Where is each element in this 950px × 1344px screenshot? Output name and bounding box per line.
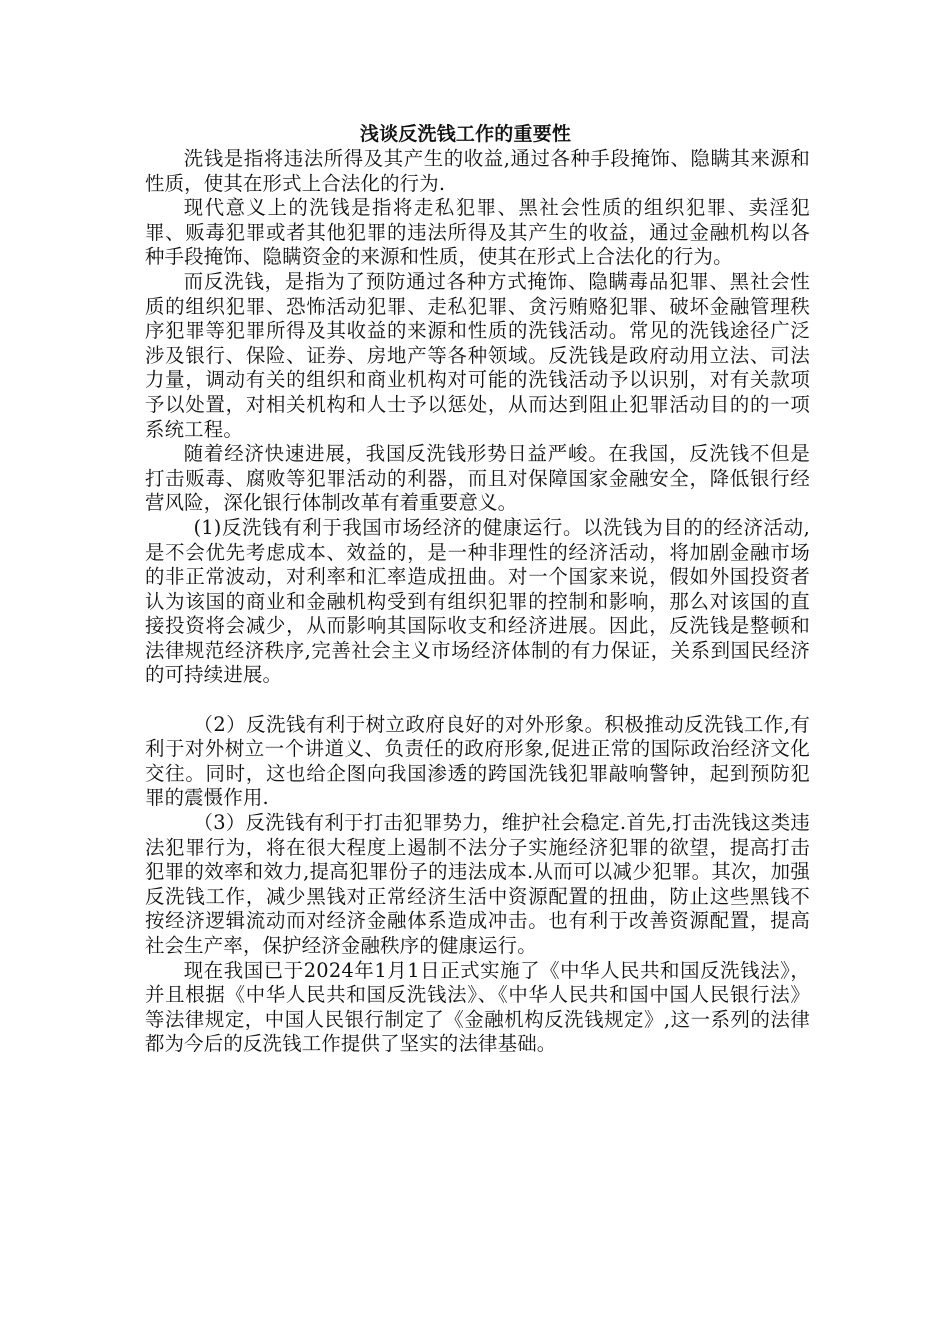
- paragraph-situation: 随着经济快速进展，我国反洗钱形势日益严峻。在我国，反洗钱不但是打击贩毒、腐败等犯罪活动的利器，而且对保障国家金融安全，降低银行经营风险，深化银行体制改革有着重要意义。: [145, 442, 810, 515]
- blank-line: [145, 688, 810, 713]
- paragraph-legislation: 现在我国已于2024年1月1日正式实施了《中华人民共和国反洗钱法》，并且根据《中华人民共和国反洗钱法》、《中华人民共和国中国人民银行法》等法律规定，中国人民银行制定了《金融机构反洗钱规定》,这一系列的法律都为今后的反洗钱工作提供了坚实的法律基础。: [145, 958, 810, 1056]
- paragraph-anti-money-laundering: 而反洗钱，是指为了预防通过各种方式掩饰、隐瞒毒品犯罪、黑社会性质的组织犯罪、恐怖活动犯罪、走私犯罪、贪污贿赂犯罪、破坏金融管理秩序犯罪等犯罪所得及其收益的来源和性质的洗钱活动。常见的洗钱途径广泛涉及银行、保险、证券、房地产等各种领域。反洗钱是政府动用立法、司法力量，调动有关的组织和商业机构对可能的洗钱活动予以识别，对有关款项予以处置，对相关机构和人士予以惩处，从而达到阻止犯罪活动目的的一项系统工程。: [145, 269, 810, 441]
- document-body: [145, 121, 810, 1057]
- paragraph-point-1: (1)反洗钱有利于我国市场经济的健康运行。以洗钱为目的的经济活动,是不会优先考虑成本、效益的，是一种非理性的经济活动，将加剧金融市场的非正常波动，对利率和汇率造成扭曲。对一个国家来说，假如外国投资者认为该国的商业和金融机构受到有组织犯罪的控制和影响，那么对该国的直接投资将会减少，从而影响其国际收支和经济进展。因此，反洗钱是整顿和法律规范经济秩序,完善社会主义市场经济体制的有力保证，关系到国民经济的可持续进展。: [145, 515, 810, 687]
- paragraph-modern-definition: 现代意义上的洗钱是指将走私犯罪、黑社会性质的组织犯罪、卖淫犯罪、贩毒犯罪或者其他犯罪的违法所得及其产生的收益，通过金融机构以各种手段掩饰、隐瞒资金的来源和性质，使其在形式上合法化的行为。: [145, 196, 810, 269]
- document-title: 浅谈反洗钱工作的重要性: [359, 123, 572, 145]
- paragraph-point-2: （2）反洗钱有利于树立政府良好的对外形象。积极推动反洗钱工作,有利于对外树立一个讲道义、负责任的政府形象,促进正常的国际政治经济文化交往。同时，这也给企图向我国渗透的跨国洗钱犯罪敲响警钟，起到预防犯罪的震慑作用.: [145, 712, 810, 810]
- paragraph-definition: 洗钱是指将违法所得及其产生的收益,通过各种手段掩饰、隐瞒其来源和性质，使其在形式上合法化的行为.: [145, 147, 810, 195]
- paragraph-point-3: （3）反洗钱有利于打击犯罪势力，维护社会稳定.首先,打击洗钱这类违法犯罪行为，将在很大程度上遏制不法分子实施经济犯罪的欲望，提高打击犯罪的效率和效力,提高犯罪份子的违法成本.从而可以减少犯罪。其次，加强反洗钱工作，减少黑钱对正常经济生活中资源配置的扭曲，防止这些黑钱不按经济逻辑流动而对经济金融体系造成冲击。也有利于改善资源配置，提高社会生产率，保护经济金融秩序的健康运行。: [145, 811, 810, 957]
